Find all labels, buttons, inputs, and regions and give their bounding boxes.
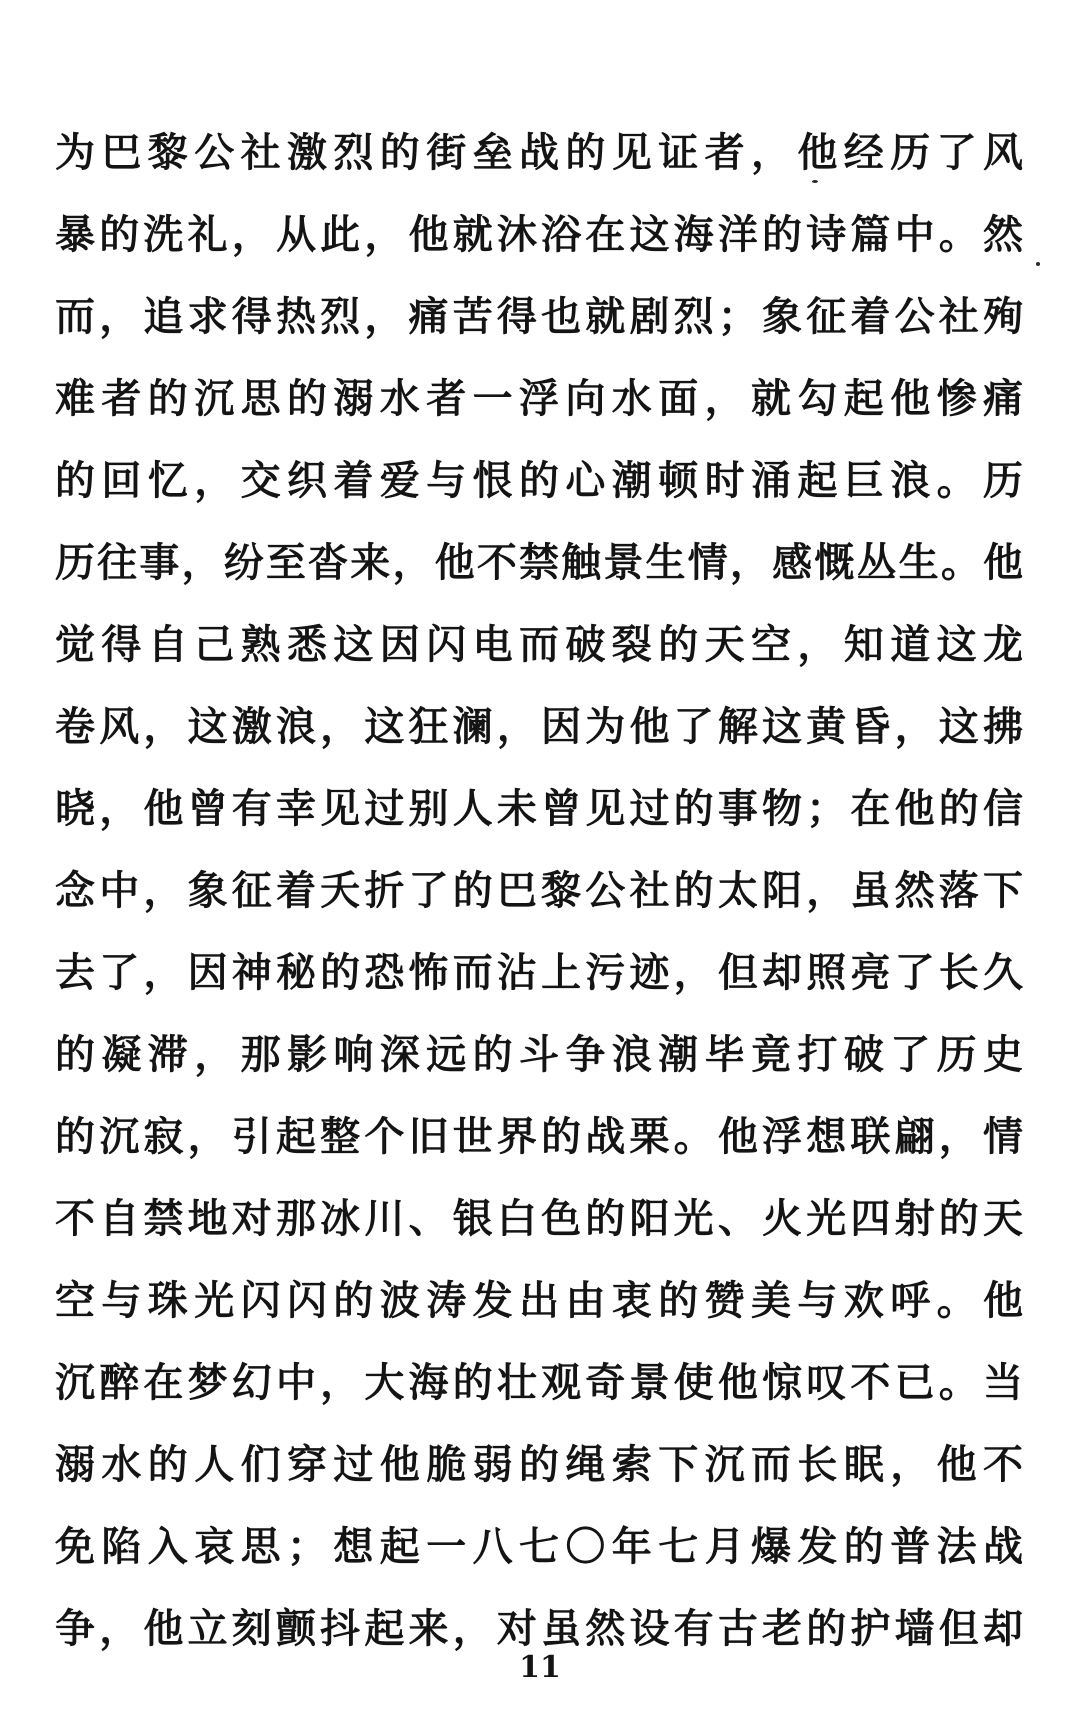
text-line: 争，他立刻颤抖起来，对虽然设有古老的护墙但却	[55, 1605, 1025, 1652]
text-line: 晓，他曾有幸见过别人未曾见过的事物；在他的信	[55, 785, 1025, 832]
scan-speck	[812, 180, 818, 183]
text-line: 而，追求得热烈，痛苦得也就剧烈；象征着公社殉	[55, 293, 1025, 340]
text-line: 的沉寂，引起整个旧世界的战栗。他浮想联翩，情	[55, 1113, 1025, 1160]
text-line: 历往事，纷至沓来，他不禁触景生情，感慨丛生。他	[55, 539, 1025, 586]
text-line: 卷风，这激浪，这狂澜，因为他了解这黄昏，这拂	[55, 703, 1025, 750]
text-line: 难者的沉思的溺水者一浮向水面，就勾起他惨痛	[55, 375, 1025, 422]
body-text	[55, 112, 1025, 1670]
text-line: 去了，因神秘的恐怖而沾上污迹，但却照亮了长久	[55, 949, 1025, 996]
text-line: 沉醉在梦幻中，大海的壮观奇景使他惊叹不已。当	[55, 1359, 1025, 1406]
text-line: 的回忆，交织着爱与恨的心潮顿时涌起巨浪。历	[55, 457, 1025, 504]
text-line: 念中，象征着夭折了的巴黎公社的太阳，虽然落下	[55, 867, 1025, 914]
text-line: 的凝滞，那影响深远的斗争浪潮毕竟打破了历史	[55, 1031, 1025, 1078]
scan-speck	[1036, 262, 1040, 266]
text-line: 暴的洗礼，从此，他就沐浴在这海洋的诗篇中。然	[55, 211, 1025, 258]
text-line: 为巴黎公社激烈的街垒战的见证者，他经历了风	[55, 129, 1025, 176]
page-number: 11	[519, 1650, 561, 1685]
text-line: 空与珠光闪闪的波涛发出由衷的赞美与欢呼。他	[55, 1277, 1025, 1324]
text-line: 不自禁地对那冰川、银白色的阳光、火光四射的天	[55, 1195, 1025, 1242]
text-line: 溺水的人们穿过他脆弱的绳索下沉而长眠，他不	[55, 1441, 1025, 1488]
text-line: 免陷入哀思；想起一八七〇年七月爆发的普法战	[55, 1523, 1025, 1570]
text-line: 觉得自己熟悉这因闪电而破裂的天空，知道这龙	[55, 621, 1025, 668]
